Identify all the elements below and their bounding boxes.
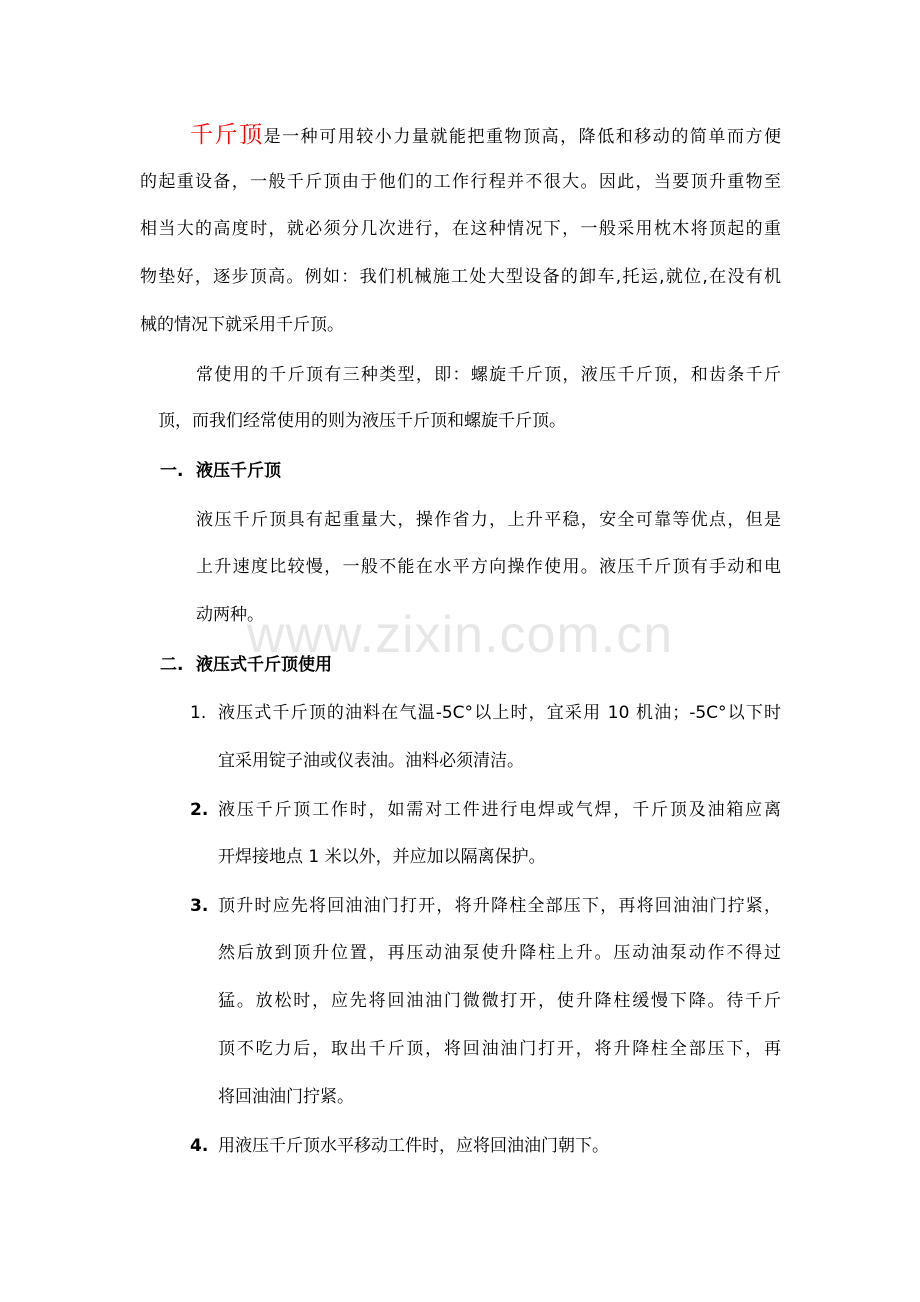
item-2-number: 2. (190, 800, 209, 820)
item-3-line-1: 顶升时应先将回油油门打开，将升降柱全部压下，再将回油油门拧紧， (218, 896, 781, 916)
item-1-number: 1. (190, 703, 207, 723)
section-1-number: 一. (160, 461, 184, 481)
item-3-line-4: 顶不吃力后，取出千斤顶，将回油油门打开，将升降柱全部压下，再 (218, 1039, 781, 1059)
item-1-line-1: 液压式千斤顶的油料在气温-5C°以上时，宜采用 10 机油；-5C°以下时 (218, 703, 781, 723)
item-3-line-3: 猛。放松时，应先将回油油门微微打开，使升降柱缓慢下降。待千斤 (218, 991, 781, 1011)
item-2-line-1: 液压千斤顶工作时，如需对工件进行电焊或气焊，千斤顶及油箱应离 (218, 800, 781, 820)
item-1-line-2: 宜采用锭子油或仪表油。油料必须清洁。 (218, 751, 524, 771)
intro-line-2: 的起重设备，一般千斤顶由于他们的工作行程并不很大。因此，当要顶升重物至 (140, 172, 781, 192)
section-1-line-1: 液压千斤顶具有起重量大，操作省力，上升平稳，安全可靠等优点，但是 (196, 510, 781, 530)
section-2-title: 液压式千斤顶使用 (196, 655, 332, 675)
section-1-line-2: 上升速度比较慢，一般不能在水平方向操作使用。液压千斤顶有手动和电 (196, 557, 781, 577)
item-4-number: 4. (190, 1136, 209, 1156)
item-2-line-2: 开焊接地点 1 米以外，并应加以隔离保护。 (218, 847, 546, 867)
intro-line-1-text: 是一种可用较小力量就能把重物顶高，降低和移动的简单而方便 (263, 127, 782, 147)
types-line-1: 常使用的千斤顶有三种类型，即：螺旋千斤顶，液压千斤顶，和齿条千斤 (196, 365, 781, 385)
item-3-line-5: 将回油油门拧紧。 (218, 1087, 354, 1107)
item-4-line-1: 用液压千斤顶水平移动工件时，应将回油油门朝下。 (218, 1136, 609, 1156)
intro-line-5: 械的情况下就采用千斤顶。 (140, 315, 344, 335)
intro-line-4: 物垫好，逐步顶高。例如：我们机械施工处大型设备的卸车,托运,就位,在没有机 (140, 267, 781, 287)
types-line-2: 顶，而我们经常使用的则为液压千斤顶和螺旋千斤顶。 (158, 411, 566, 431)
intro-line-1 (190, 124, 781, 148)
term-jack: 千斤顶 (190, 122, 264, 148)
section-1-title: 液压千斤顶 (196, 461, 281, 481)
item-3-number: 3. (190, 896, 209, 916)
watermark: www.zixin.com.cn (246, 606, 674, 664)
intro-line-3: 相当大的高度时，就必须分几次进行，在这种情况下，一般采用枕木将顶起的重 (140, 219, 781, 239)
item-3-line-2: 然后放到顶升位置，再压动油泵使升降柱上升。压动油泵动作不得过 (218, 943, 781, 963)
section-2-number: 二. (160, 655, 184, 675)
section-1-line-3: 动两种。 (196, 605, 264, 625)
